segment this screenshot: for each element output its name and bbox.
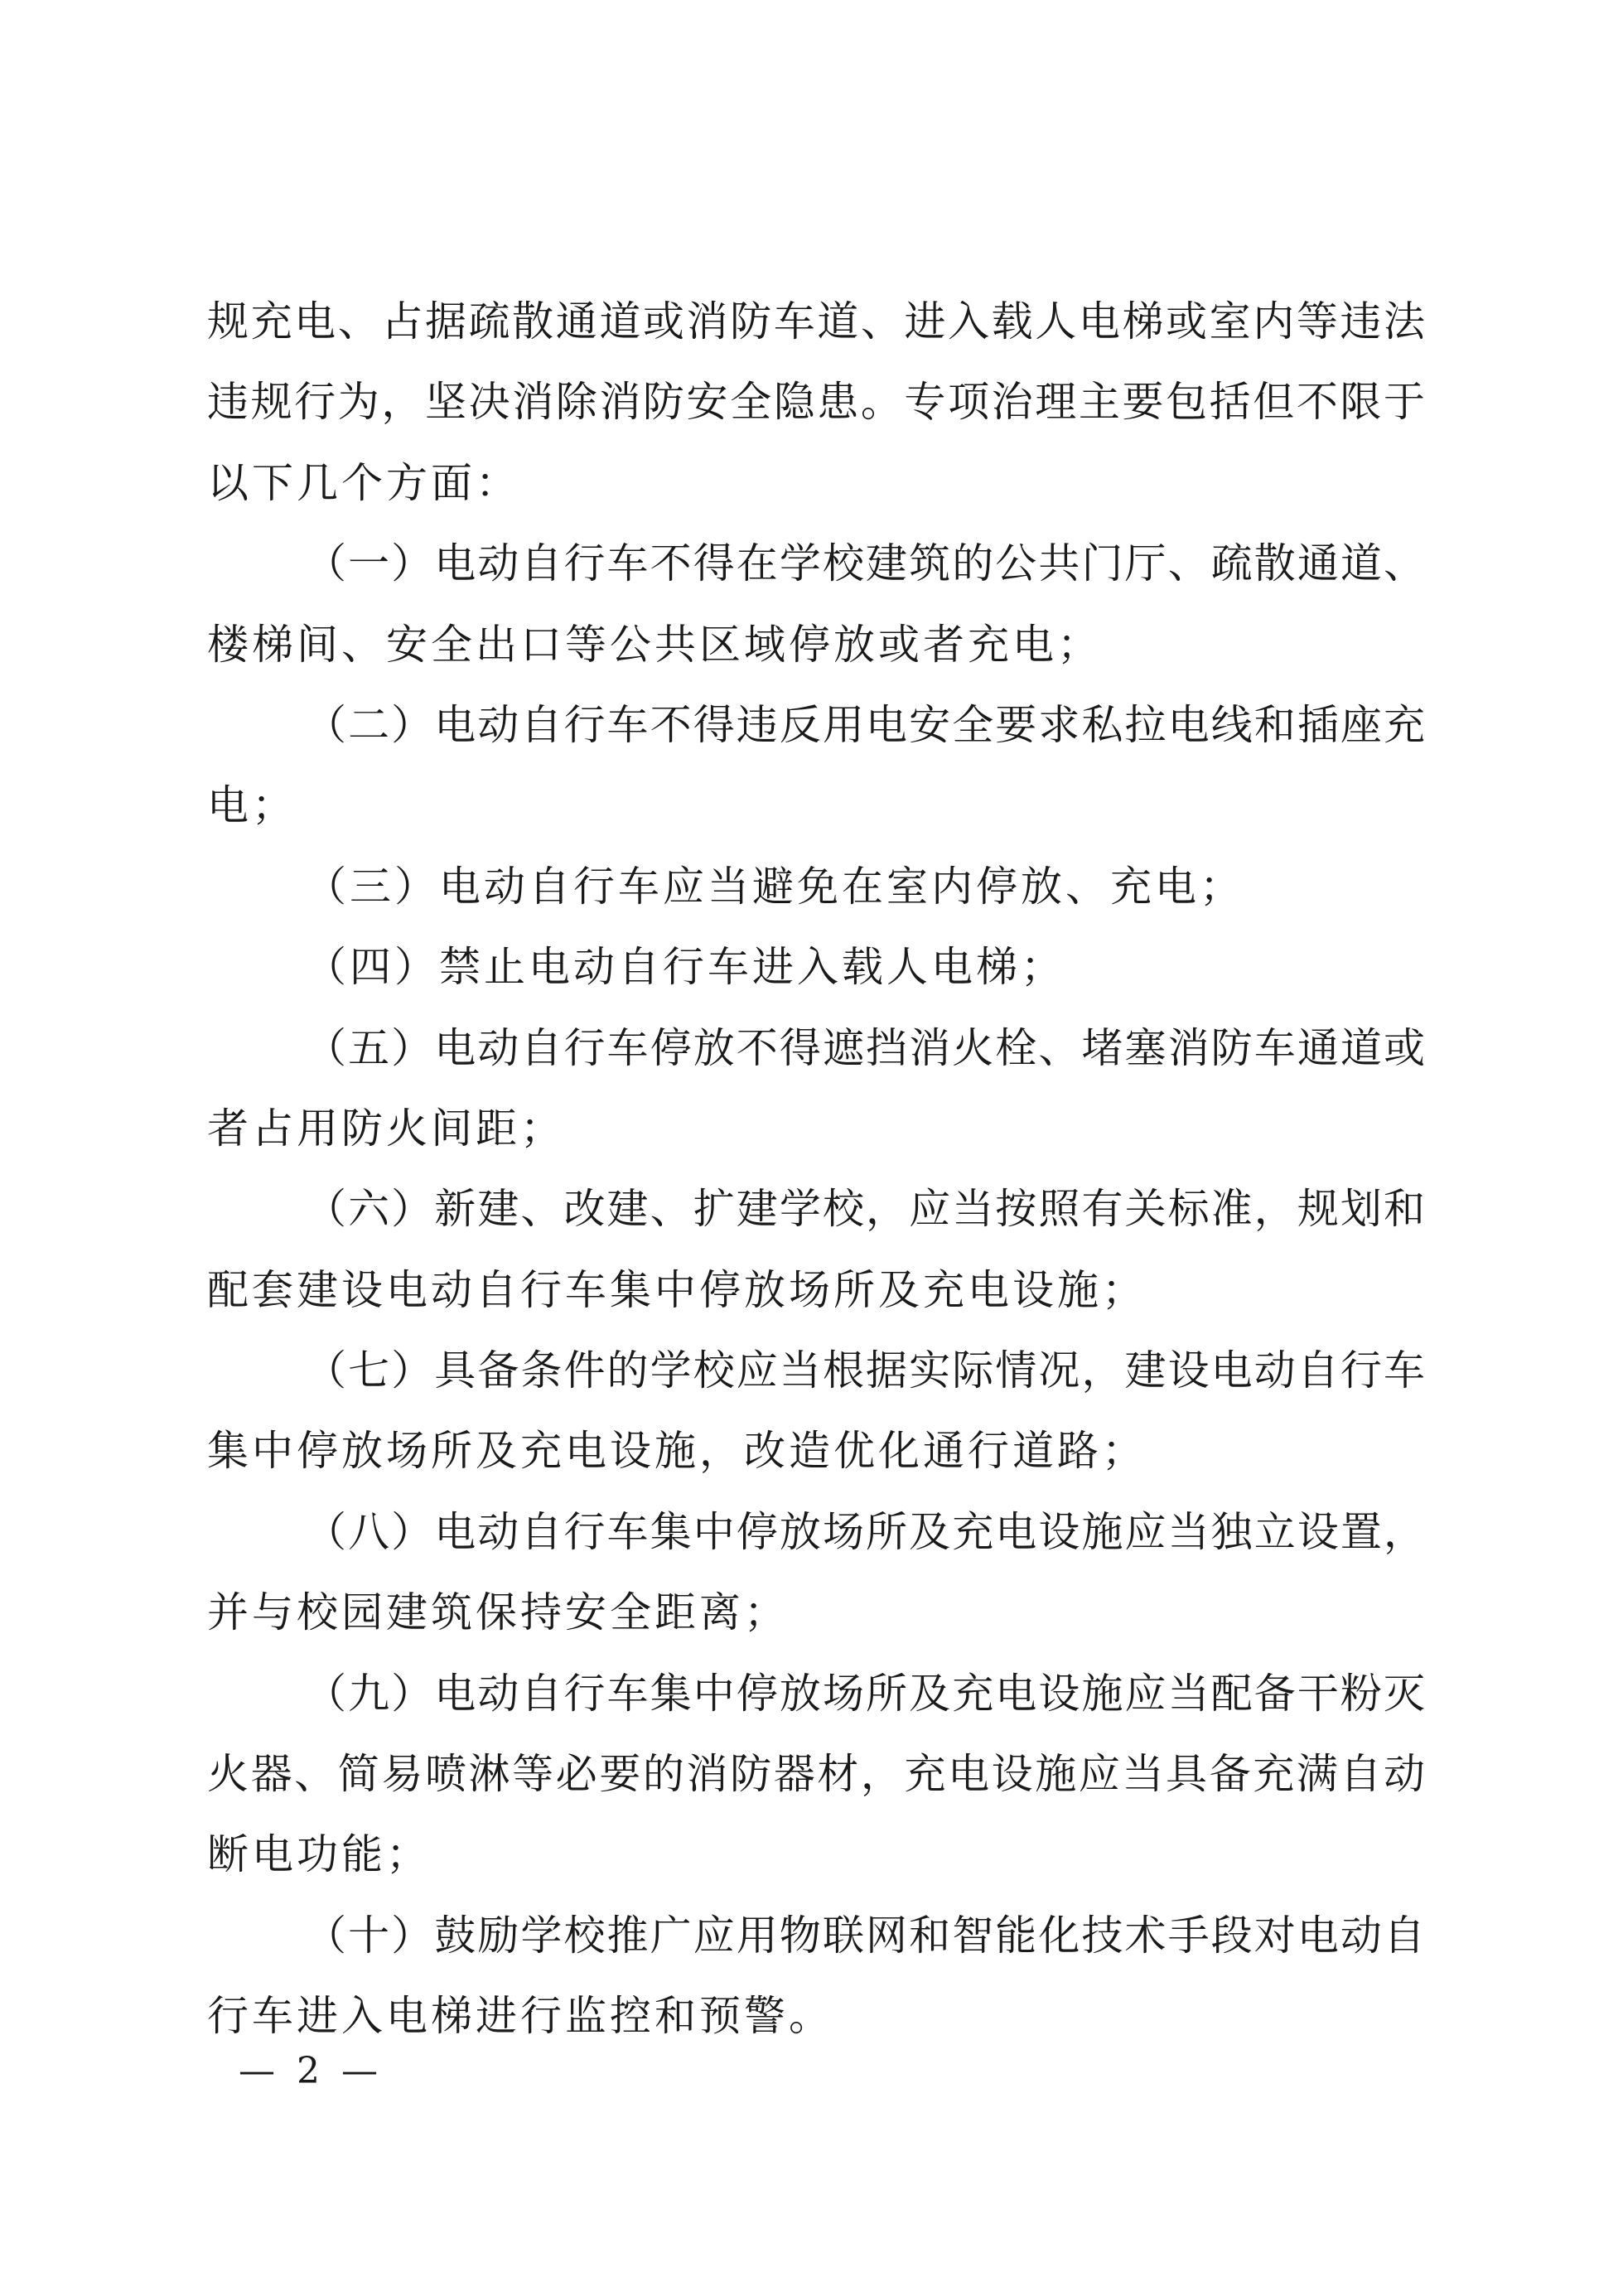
text-line: 规充电、占据疏散通道或消防车道、进入载人电梯或室内等违法 (207, 297, 1425, 346)
page-number: — 2 — (239, 2050, 383, 2092)
document-body (207, 282, 1425, 2057)
list-item-7: （七）具备条件的学校应当根据实际情况，建设电动自行车 (305, 1346, 1425, 1395)
text-line: 以下几个方面： (207, 458, 520, 507)
text-line: 行车进入电梯进行监控和预警。 (207, 1992, 833, 2041)
text-line: 断电功能； (207, 1830, 431, 1879)
list-item-3: （三）电动自行车应当避免在室内停放、充电； (305, 862, 1244, 911)
list-item-2: （二）电动自行车不得违反用电安全要求私拉电线和插座充 (305, 700, 1425, 749)
list-item-8: （八）电动自行车集中停放场所及充电设施应当独立设置， (305, 1507, 1425, 1556)
text-line: 楼梯间、安全出口等公共区域停放或者充电； (207, 620, 1102, 669)
list-item-1: （一）电动自行车不得在学校建筑的公共门厅、疏散通道、 (305, 539, 1425, 588)
list-item-9: （九）电动自行车集中停放场所及充电设施应当配备干粉灭 (305, 1669, 1425, 1718)
list-item-4: （四）禁止电动自行车进入载人电梯； (305, 943, 1065, 992)
text-line: 火器、简易喷淋等必要的消防器材，充电设施应当具备充满自动 (207, 1750, 1425, 1799)
text-line: 违规行为，坚决消除消防安全隐患。专项治理主要包括但不限于 (207, 378, 1425, 427)
text-line: 配套建设电动自行车集中停放场所及充电设施； (207, 1265, 1147, 1314)
text-line: 电； (207, 781, 297, 830)
list-item-10: （十）鼓励学校推广应用物联网和智能化技术手段对电动自 (305, 1911, 1425, 1960)
list-item-5: （五）电动自行车停放不得遮挡消火栓、堵塞消防车通道或 (305, 1023, 1425, 1072)
text-line: 集中停放场所及充电设施，改造优化通行道路； (207, 1427, 1147, 1476)
text-line: 并与校园建筑保持安全距离； (207, 1588, 789, 1637)
text-line: 者占用防火间距； (207, 1104, 565, 1153)
list-item-6: （六）新建、改建、扩建学校，应当按照有关标准，规划和 (305, 1185, 1425, 1234)
